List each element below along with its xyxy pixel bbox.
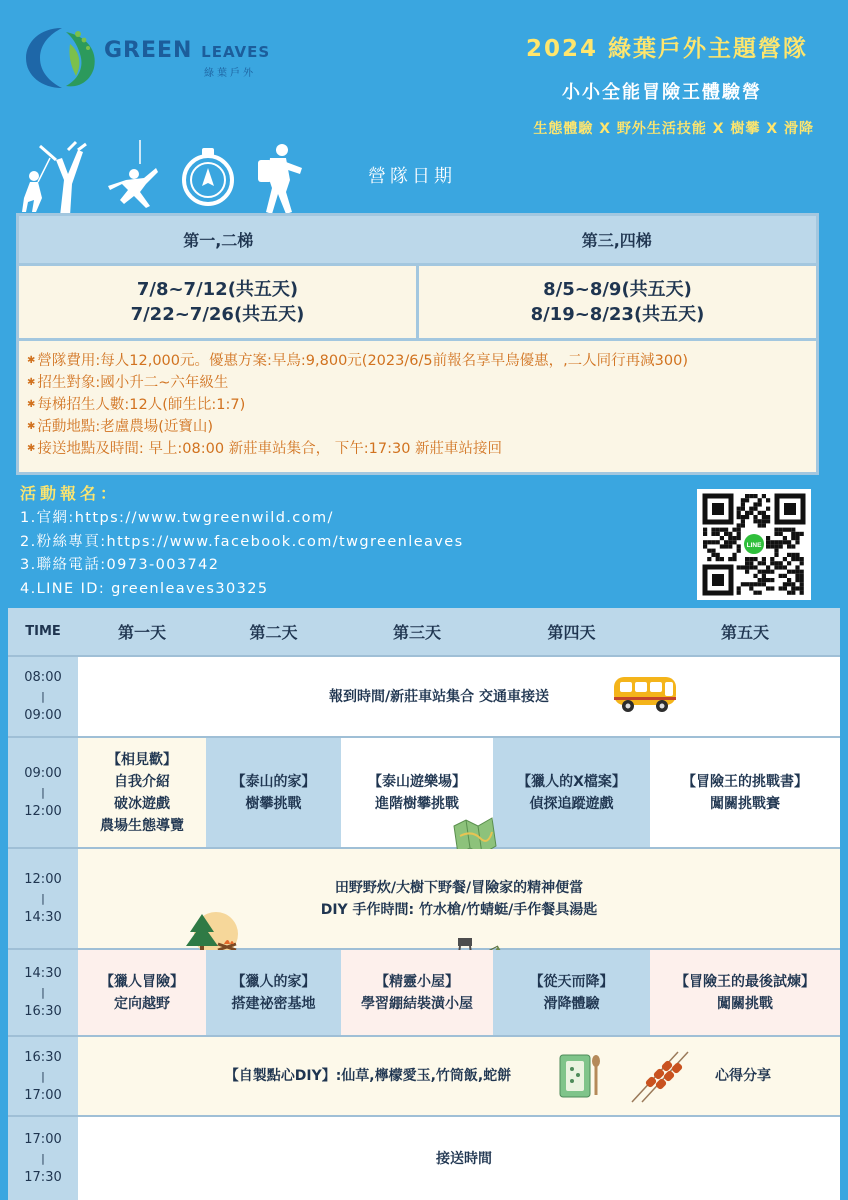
schedule-table	[8, 608, 840, 1200]
dates-cell-1	[19, 266, 416, 338]
hiker-icon	[248, 140, 308, 216]
schedule-day1-morning: 【相見歡】 自我介紹 破冰遊戲 農場生態導覽	[78, 738, 206, 847]
schedule-header-day1: 第一天	[78, 608, 206, 655]
time-slot: 09:00 | 12:00	[8, 738, 78, 847]
schedule-day5-afternoon: 【冒險王的最後試煉】 闖關挑戰	[650, 950, 840, 1035]
schedule-day5-morning: 【冒險王的挑戰書】 闖關挑戰賽	[650, 738, 840, 847]
facebook-link[interactable]: 2.粉絲專頁:https://www.facebook.com/twgreenleaves	[20, 533, 464, 550]
schedule-pickup: 接送時間	[78, 1117, 840, 1200]
camp-title: 2024 綠葉戶外主題營隊	[525, 36, 808, 62]
info-fee: ✱ 營隊費用:每人12,000元。優惠方案:早鳥:9,800元(2023/6/5前報名享早鳥優惠，,二人同行再減300)	[27, 353, 689, 369]
compass-icon	[180, 140, 236, 216]
dates-column-2: 第三,四梯	[581, 231, 652, 250]
schedule-day1-afternoon: 【獵人冒險】 定向越野	[78, 950, 206, 1035]
dates-header-row	[19, 216, 816, 263]
star-icon: ✱	[27, 421, 36, 432]
schedule-header-day4: 第四天	[493, 608, 650, 655]
date-range: 7/22~7/26(共五天)	[130, 304, 305, 325]
date-range: 7/8~7/12(共五天)	[136, 279, 299, 300]
schedule-day2-morning: 【泰山的家】 樹攀挑戰	[206, 738, 341, 847]
camp-subtitle: 小小全能冒險王體驗營	[562, 82, 762, 103]
info-shuttle: ✱ 接送地點及時間: 早上:08:00 新莊車站集合， 下午:17:30 新莊車站接回	[27, 441, 503, 457]
dates-cell-2	[416, 266, 816, 338]
phone-number: 3.聯絡電話:0973-003742	[20, 557, 220, 573]
snack-diy-label: 【自製點心DIY】:仙草,檸檬愛玉,竹筒飯,蛇餅	[224, 1068, 512, 1084]
schedule-header-time: TIME	[8, 608, 78, 655]
dates-row	[19, 263, 816, 341]
bus-icon	[612, 673, 678, 715]
star-icon: ✱	[27, 377, 36, 388]
schedule-header-day3: 第三天	[341, 608, 493, 655]
logo	[22, 24, 282, 94]
rappelling-icon	[100, 140, 164, 216]
date-range: 8/19~8/23(共五天)	[530, 304, 705, 325]
schedule-header-day5: 第五天	[650, 608, 840, 655]
time-slot: 08:00 | 09:00	[8, 657, 78, 736]
time-slot: 14:30 | 16:30	[8, 950, 78, 1035]
camp-tags: 生態體驗 X 野外生活技能 X 樹攀 X 滑降	[533, 121, 814, 137]
schedule-day4-morning: 【獵人的X檔案】 偵探追蹤遊戲	[493, 738, 650, 847]
registration-title: 活動報名：	[20, 484, 121, 503]
dates-heading: 營隊日期	[368, 166, 456, 187]
time-slot: 17:00 | 17:30	[8, 1117, 78, 1200]
info-capacity: ✱ 每梯招生人數:12人(師生比:1:7)	[27, 397, 246, 413]
star-icon: ✱	[27, 399, 36, 410]
dates-column-1: 第一,二梯	[183, 231, 254, 250]
svg-text:LINE: LINE	[746, 542, 762, 549]
line-qr-code[interactable]	[697, 489, 811, 600]
logo-brand: GREEN LEAVES	[104, 38, 271, 63]
info-list	[19, 341, 816, 469]
time-slot: 12:00 | 14:30	[8, 849, 78, 948]
schedule-day3-afternoon: 【精靈小屋】 學習綳結裝潢小屋	[341, 950, 493, 1035]
schedule-day4-afternoon: 【從天而降】 滑降體驗	[493, 950, 650, 1035]
activity-icons	[20, 140, 310, 218]
leaf-logo-icon	[22, 24, 102, 90]
star-icon: ✱	[27, 355, 36, 366]
schedule-day3-morning: 【泰山遊樂場】 進階樹攀挑戰	[341, 738, 493, 847]
schedule-header-day2: 第二天	[206, 608, 341, 655]
dates-table	[16, 213, 819, 475]
website-link[interactable]: 1.官網:https://www.twgreenwild.com/	[20, 510, 334, 526]
lunchbox-icon	[556, 1051, 608, 1101]
sharing-label: 心得分享	[715, 1068, 771, 1084]
info-target: ✱ 招生對象:國小升二~六年級生	[27, 375, 229, 391]
schedule-checkin: 報到時間/新莊車站集合 交通車接送	[78, 657, 840, 736]
date-range: 8/5~8/9(共五天)	[543, 279, 692, 300]
tree-climbing-icon	[20, 140, 90, 216]
star-icon: ✱	[27, 443, 36, 454]
logo-subtitle: 綠葉戶外	[204, 68, 256, 79]
info-location: ✱ 活動地點:老盧農場(近寶山)	[27, 419, 214, 435]
skewers-icon	[628, 1048, 692, 1104]
time-slot: 16:30 | 17:00	[8, 1037, 78, 1115]
line-id: 4.LINE ID: greenleaves30325	[20, 580, 269, 597]
schedule-day2-afternoon: 【獵人的家】 搭建祕密基地	[206, 950, 341, 1035]
schedule-lunch: 田野野炊/大樹下野餐/冒險家的精神便當 DIY 手作時間: 竹水槍/竹蜻蜓/手作餐具湯匙	[78, 849, 840, 948]
registration-list	[20, 507, 464, 601]
